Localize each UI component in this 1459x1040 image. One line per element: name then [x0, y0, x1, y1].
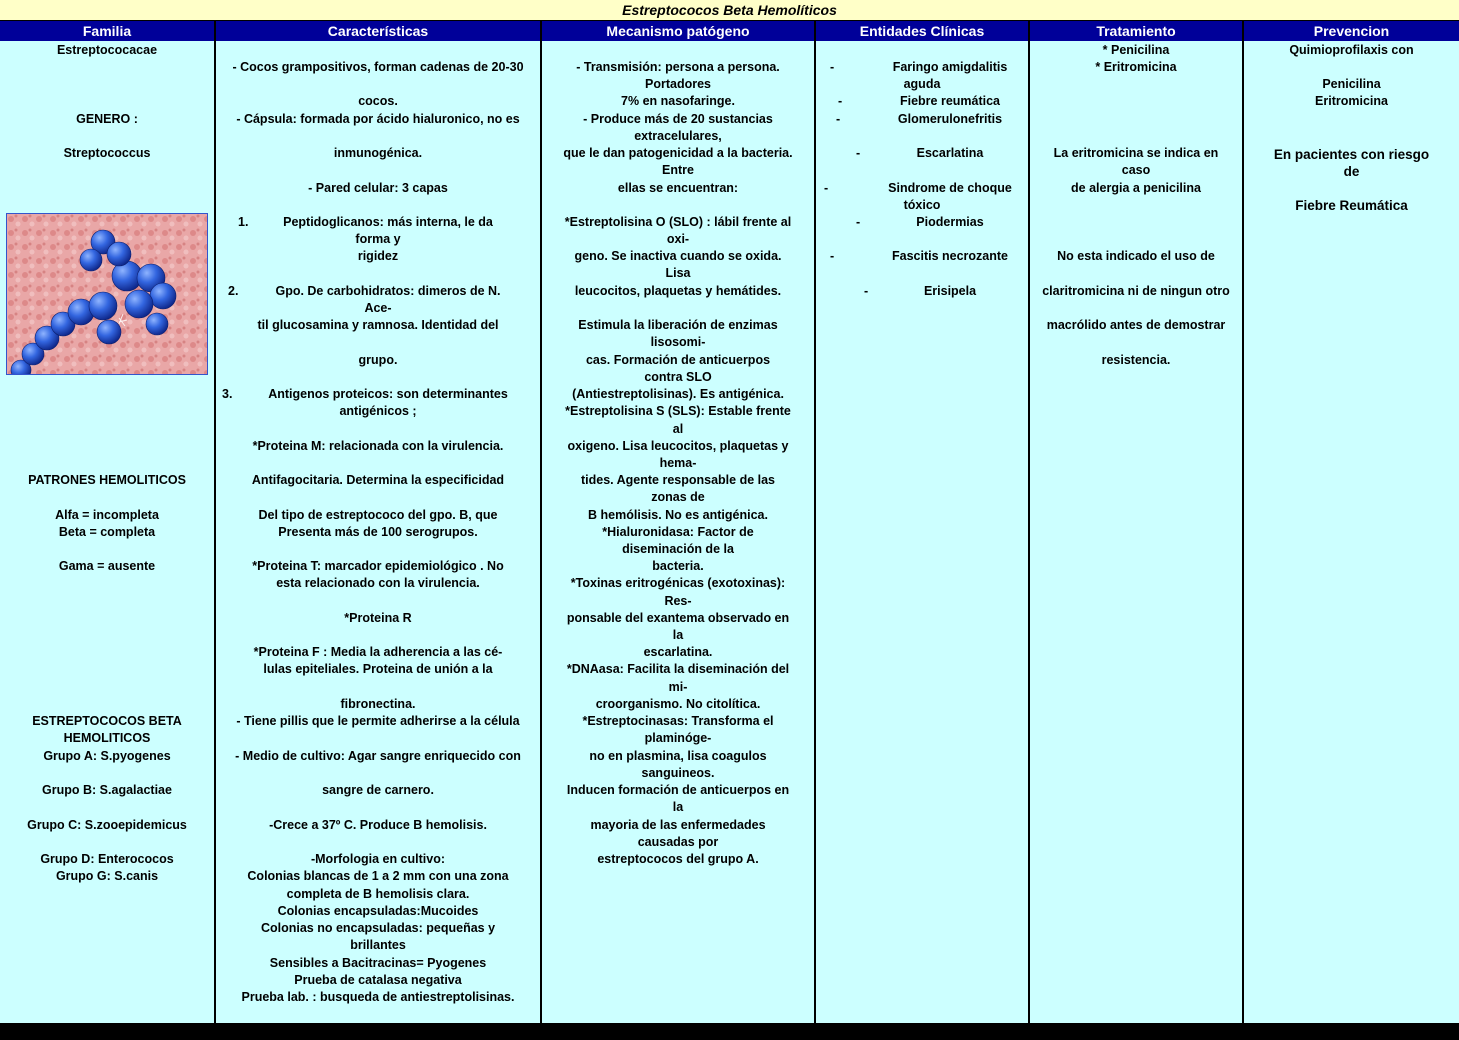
- column-divider: [1028, 21, 1030, 1023]
- text-line: al: [672, 422, 684, 436]
- text-line: Prueba lab. : busqueda de antiestreptolisinas.: [241, 990, 515, 1004]
- text-line: caso: [1121, 163, 1151, 177]
- text-line: GENERO :: [76, 112, 138, 126]
- text-line: ponsable del exantema observado en: [566, 611, 790, 625]
- bacteria-image: [6, 213, 208, 375]
- text-line: sangre de carnero.: [322, 783, 434, 797]
- text-line: Lisa: [665, 266, 691, 280]
- text-line: fibronectina.: [340, 697, 416, 711]
- text-line: Grupo B: S.agalactiae: [42, 783, 172, 797]
- text-line: Del tipo de estreptococo del gpo. B, que: [258, 508, 498, 522]
- text-line: inmunogénica.: [333, 146, 423, 160]
- text-line: *Proteina F : Media la adherencia a las cé-: [253, 645, 503, 659]
- bullet-dash: -: [856, 146, 861, 160]
- text-line: * Eritromicina: [1095, 60, 1177, 74]
- text-line: Colonias encapsuladas:Mucoides: [277, 904, 479, 918]
- text-line: PATRONES HEMOLITICOS: [28, 473, 186, 487]
- text-line: Colonias no encapsuladas: pequeñas y: [260, 921, 496, 935]
- header-prevencion: Prevencion: [1244, 21, 1459, 41]
- text-line: leucocitos, plaquetas y hemátides.: [574, 284, 782, 298]
- text-line: Fiebre reumática: [899, 94, 1001, 108]
- text-line: B hemólisis. No es antigénica.: [588, 508, 768, 522]
- text-line: Prueba de catalasa negativa: [294, 973, 462, 987]
- text-line: estreptococos del grupo A.: [597, 852, 759, 866]
- text-line: zonas de: [651, 490, 705, 504]
- text-line: Grupo G: S.canis: [55, 869, 159, 883]
- text-line: lulas epiteliales. Proteina de unión a la: [263, 662, 493, 676]
- header-tratamiento: Tratamiento: [1030, 21, 1242, 41]
- text-line: Beta = completa: [58, 525, 156, 539]
- text-line: grupo.: [358, 353, 398, 367]
- text-line: la: [672, 628, 684, 642]
- text-line: Sensibles a Bacitracinas= Pyogenes: [269, 956, 487, 970]
- text-line: Escarlatina: [916, 146, 984, 160]
- bullet-dash: -: [830, 60, 835, 74]
- column-divider: [814, 21, 816, 1023]
- text-line: causadas por: [637, 835, 719, 849]
- text-line: oxigeno. Lisa leucocitos, plaquetas y: [567, 439, 789, 453]
- text-line: ESTREPTOCOCOS BETA: [32, 714, 182, 728]
- text-line: *Hialuronidasa: Factor de: [602, 525, 754, 539]
- text-line: Gama = ausente: [58, 559, 156, 573]
- text-line: Sindrome de choque: [888, 181, 1012, 195]
- text-line: hema-: [659, 456, 697, 470]
- list-number: 2.: [228, 284, 239, 298]
- text-line: Streptococcus: [63, 146, 151, 160]
- column-divider: [540, 21, 542, 1023]
- text-line: Grupo C: S.zooepidemicus: [27, 818, 187, 832]
- text-line: Eritromicina: [1315, 94, 1388, 108]
- column-tratamiento: [1030, 41, 1242, 1023]
- bottom-bar: [0, 1023, 1459, 1040]
- list-number: 1.: [238, 215, 249, 229]
- text-line: Entre: [662, 163, 694, 177]
- text-line: - Pared celular: 3 capas: [308, 181, 448, 195]
- text-line: tóxico: [903, 198, 941, 212]
- text-line: cas. Formación de anticuerpos: [585, 353, 771, 367]
- text-line: de alergia a penicilina: [1071, 181, 1201, 195]
- text-line: tides. Agente responsable de las: [580, 473, 776, 487]
- text-line: Grupo D: Enterococos: [40, 852, 174, 866]
- text-line: *Proteina M: relacionada con la virulencia.: [252, 439, 504, 453]
- text-line: geno. Se inactiva cuando se oxida.: [574, 249, 782, 263]
- text-line: Res-: [664, 594, 692, 608]
- text-line: Quimioprofilaxis con: [1289, 43, 1414, 57]
- text-line: Inducen formación de anticuerpos en: [566, 783, 790, 797]
- text-line: Gpo. De carbohidratos: dimeros de N.: [275, 284, 501, 298]
- text-line: brillantes: [350, 938, 406, 952]
- header-familia: Familia: [0, 21, 214, 41]
- text-line: - Medio de cultivo: Agar sangre enriquecido con: [235, 749, 521, 763]
- text-line: *Estreptolisina S (SLS): Estable frente: [565, 404, 791, 418]
- text-line: croorganismo. No citolítica.: [595, 697, 761, 711]
- column-caracteristicas: [216, 41, 540, 1023]
- text-line: * Penicilina: [1102, 43, 1170, 57]
- text-line: Grupo A: S.pyogenes: [43, 749, 171, 763]
- text-line: HEMOLITICOS: [63, 731, 151, 745]
- text-line: *Estreptolisina O (SLO) : lábil frente al: [564, 215, 792, 229]
- text-line: que le dan patogenicidad a la bacteria.: [563, 146, 793, 160]
- text-line: til glucosamina y ramnosa. Identidad del: [257, 318, 499, 332]
- column-entidades: [816, 41, 1028, 1023]
- text-line: mayoria de las enfermedades: [590, 818, 766, 832]
- text-line: antigénicos ;: [339, 404, 417, 418]
- header-caracteristicas: Características: [216, 21, 540, 41]
- text-line: rigidez: [357, 249, 399, 263]
- text-line: diseminación de la: [622, 542, 734, 556]
- text-line: Antifagocitaria. Determina la especificidad: [251, 473, 505, 487]
- text-line: bacteria.: [652, 559, 704, 573]
- text-line: Fiebre Reumática: [1295, 198, 1408, 213]
- text-line: resistencia.: [1101, 353, 1171, 367]
- text-line: forma y: [355, 232, 401, 246]
- bullet-dash: -: [856, 215, 861, 229]
- text-line: plaminóge-: [644, 731, 712, 745]
- column-mecanismo: [542, 41, 814, 1023]
- text-line: - Tiene pillis que le permite adherirse a la célula: [236, 714, 520, 728]
- text-line: oxi-: [666, 232, 690, 246]
- text-line: -Morfologia en cultivo:: [310, 852, 446, 866]
- text-line: *DNAasa: Facilita la diseminación del: [566, 662, 790, 676]
- header-mecanismo: Mecanismo patógeno: [542, 21, 814, 41]
- text-line: macrólido antes de demostrar: [1046, 318, 1226, 332]
- text-line: - Cocos grampositivos, forman cadenas de 20-30: [232, 60, 524, 74]
- text-line: Fascitis necrozante: [891, 249, 1008, 263]
- text-line: sanguineos.: [641, 766, 715, 780]
- text-line: Alfa = incompleta: [55, 508, 159, 522]
- text-line: *Proteina T: marcador epidemiológico . No: [252, 559, 504, 573]
- text-line: Presenta más de 100 serogrupos.: [278, 525, 478, 539]
- text-line: Estimula la liberación de enzimas: [578, 318, 778, 332]
- text-line: mi-: [668, 680, 688, 694]
- text-line: esta relacionado con la virulencia.: [276, 576, 480, 590]
- bullet-dash: -: [836, 112, 841, 126]
- bullet-dash: -: [824, 181, 829, 195]
- column-prevencion: [1244, 41, 1459, 1023]
- text-line: No esta indicado el uso de: [1057, 249, 1215, 263]
- text-line: - Produce más de 20 sustancias: [583, 112, 773, 126]
- text-line: Penicilina: [1322, 77, 1381, 91]
- text-line: En pacientes con riesgo: [1273, 147, 1430, 162]
- list-number: 3.: [222, 387, 233, 401]
- text-line: lisosomi-: [650, 335, 706, 349]
- text-line: Piodermias: [916, 215, 984, 229]
- text-line: Peptidoglicanos: más interna, le da: [283, 215, 493, 229]
- bullet-dash: -: [830, 249, 835, 263]
- text-line: aguda: [903, 77, 941, 91]
- text-line: Glomerulonefritis: [897, 112, 1003, 126]
- text-line: Erisipela: [923, 284, 977, 298]
- bullet-dash: -: [864, 284, 869, 298]
- text-line: - Transmisión: persona a persona.: [576, 60, 780, 74]
- text-line: cocos.: [358, 94, 398, 108]
- text-line: Ace-: [364, 301, 392, 315]
- text-line: Faringo amigdalitis: [892, 60, 1008, 74]
- column-divider: [214, 21, 216, 1023]
- header-entidades: Entidades Clínicas: [816, 21, 1028, 41]
- text-line: claritromicina ni de ningun otro: [1042, 284, 1230, 298]
- text-line: -Crece a 37º C. Produce B hemolisis.: [269, 818, 487, 832]
- text-line: Antigenos proteicos: son determinantes: [268, 387, 508, 401]
- text-line: ellas se encuentran:: [617, 181, 739, 195]
- column-divider: [1242, 21, 1244, 1023]
- text-line: 7% en nasofaringe.: [621, 94, 735, 108]
- column-familia: [0, 41, 214, 1023]
- text-line: - Cápsula: formada por ácido hialuronico, no es: [236, 112, 520, 126]
- text-line: extracelulares,: [634, 129, 722, 143]
- text-line: no en plasmina, lisa coagulos: [589, 749, 767, 763]
- text-line: Estreptococacae: [56, 43, 158, 57]
- text-line: de: [1343, 164, 1360, 179]
- text-line: contra SLO: [644, 370, 712, 384]
- text-line: *Toxinas eritrogénicas (exotoxinas):: [570, 576, 786, 590]
- bullet-dash: -: [838, 94, 843, 108]
- text-line: completa de B hemolisis clara.: [286, 887, 470, 901]
- text-line: La eritromicina se indica en: [1053, 146, 1219, 160]
- text-line: escarlatina.: [643, 645, 713, 659]
- text-line: *Proteina R: [344, 611, 412, 625]
- text-line: (Antiestreptolisinas). Es antigénica.: [572, 387, 784, 401]
- text-line: *Estreptocinasas: Transforma el: [582, 714, 774, 728]
- text-line: Portadores: [645, 77, 711, 91]
- text-line: la: [672, 800, 684, 814]
- text-line: Colonias blancas de 1 a 2 mm con una zona: [247, 869, 509, 883]
- table-title: Estreptococos Beta Hemolíticos: [0, 0, 1459, 21]
